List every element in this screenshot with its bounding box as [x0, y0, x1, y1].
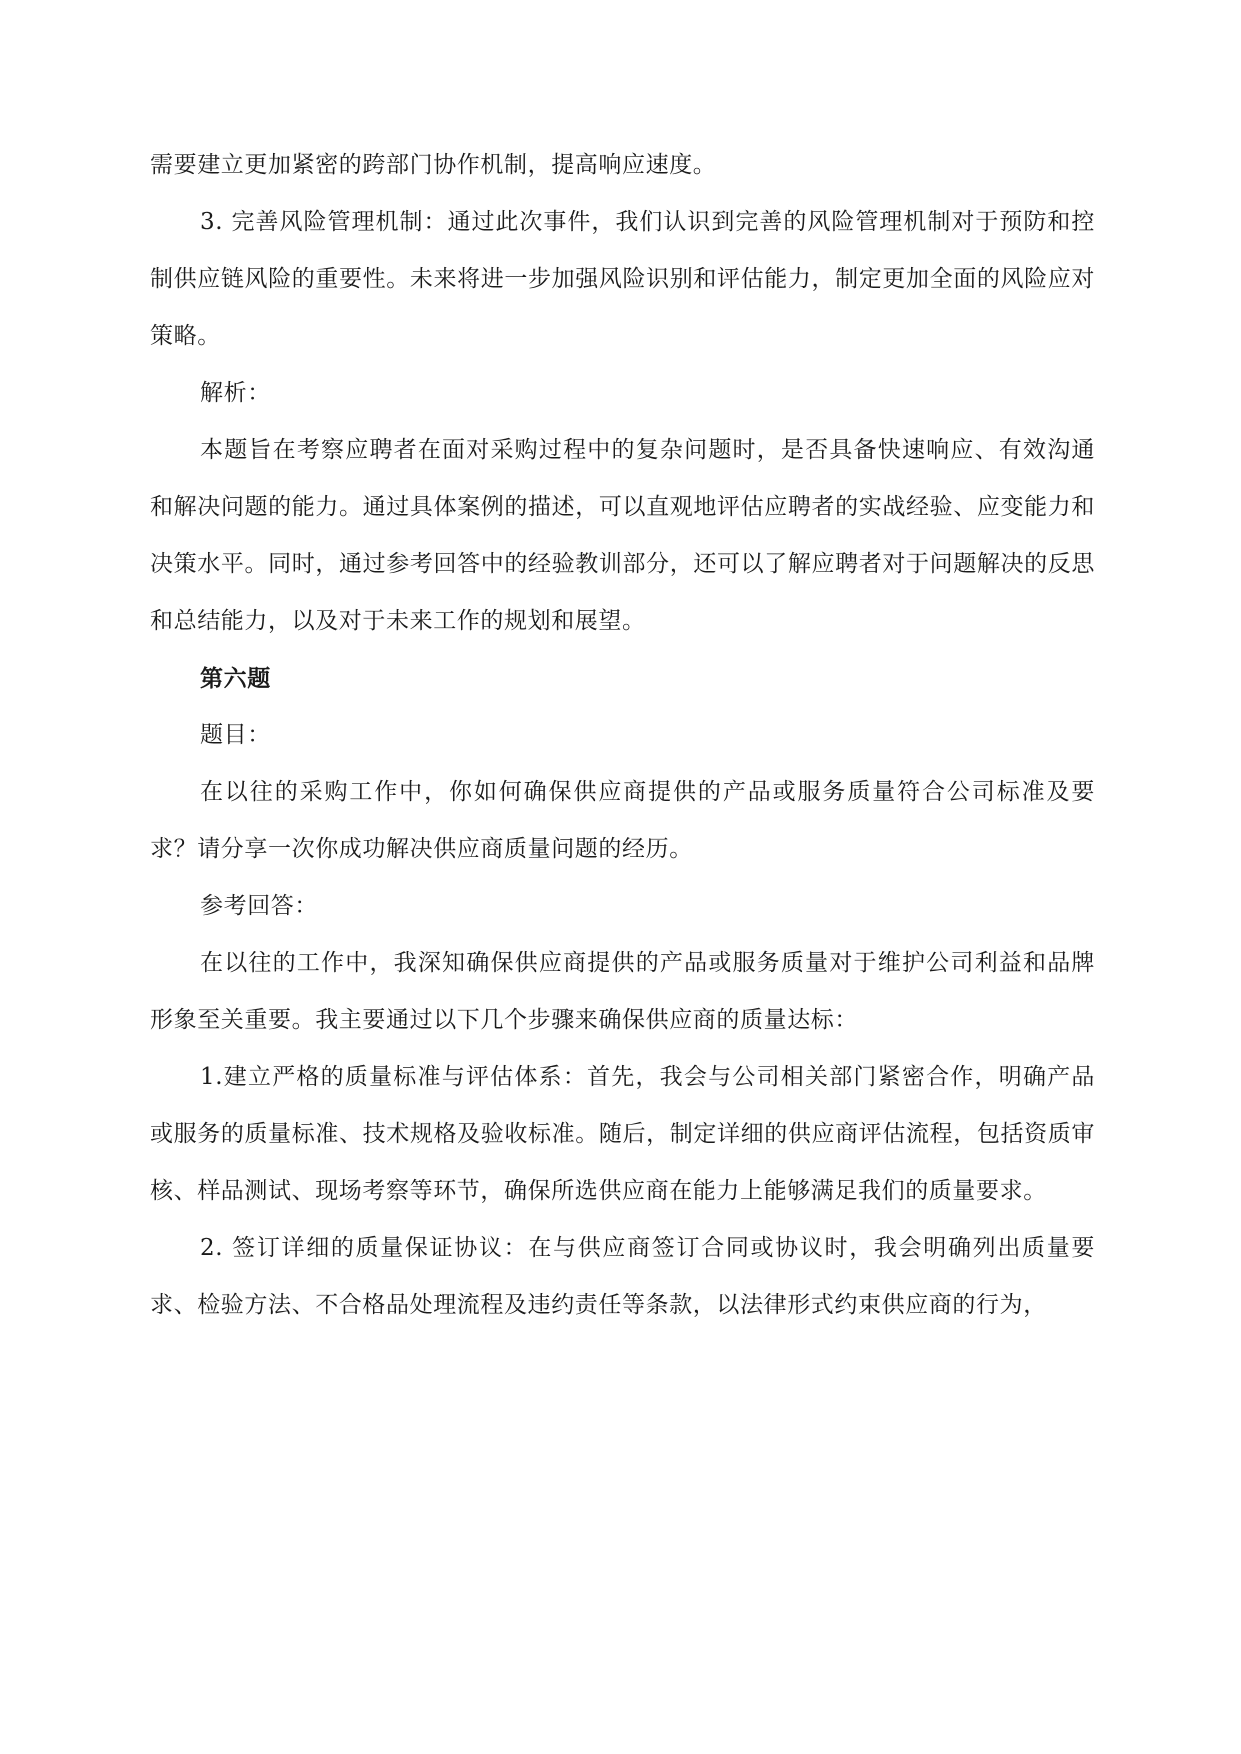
section-title: 第六题 [200, 665, 271, 692]
paragraph-point-3: 3. 完善风险管理机制：通过此次事件，我们认识到完善的风险管理机制对于预防和控制供应链风险的重要性。未来将进一步加强风险识别和评估能力，制定更加全面的风险应对策略。 [150, 209, 1095, 349]
heading-reference-answer: 参考回答： [200, 893, 318, 919]
document-page [150, 137, 1095, 1334]
paragraph-continuation: 需要建立更加紧密的跨部门协作机制，提高响应速度。 [150, 152, 717, 178]
paragraph-answer-intro: 在以往的工作中，我深知确保供应商提供的产品或服务质量对于维护公司利益和品牌形象至关重要。我主要通过以下几个步骤来确保供应商的质量达标： [150, 950, 1095, 1033]
paragraph-analysis: 本题旨在考察应聘者在面对采购过程中的复杂问题时，是否具备快速响应、有效沟通和解决问题的能力。通过具体案例的描述，可以直观地评估应聘者的实战经验、应变能力和决策水平。同时，通过参考回答中的经验教训部分，还可以了解应聘者对于问题解决的反思和总结能力，以及对于未来工作的规划和展望。 [150, 437, 1095, 634]
heading-question: 题目： [200, 722, 271, 748]
heading-analysis: 解析： [200, 380, 271, 406]
paragraph-answer-point-2: 2. 签订详细的质量保证协议：在与供应商签订合同或协议时，我会明确列出质量要求、检验方法、不合格品处理流程及违约责任等条款，以法律形式约束供应商的行为， [150, 1235, 1095, 1318]
paragraph-answer-point-1: 1.建立严格的质量标准与评估体系：首先，我会与公司相关部门紧密合作，明确产品或服务的质量标准、技术规格及验收标准。随后，制定详细的供应商评估流程，包括资质审核、样品测试、现场考察等环节，确保所选供应商在能力上能够满足我们的质量要求。 [150, 1064, 1095, 1204]
paragraph-question: 在以往的采购工作中，你如何确保供应商提供的产品或服务质量符合公司标准及要求？请分享一次你成功解决供应商质量问题的经历。 [150, 779, 1095, 862]
